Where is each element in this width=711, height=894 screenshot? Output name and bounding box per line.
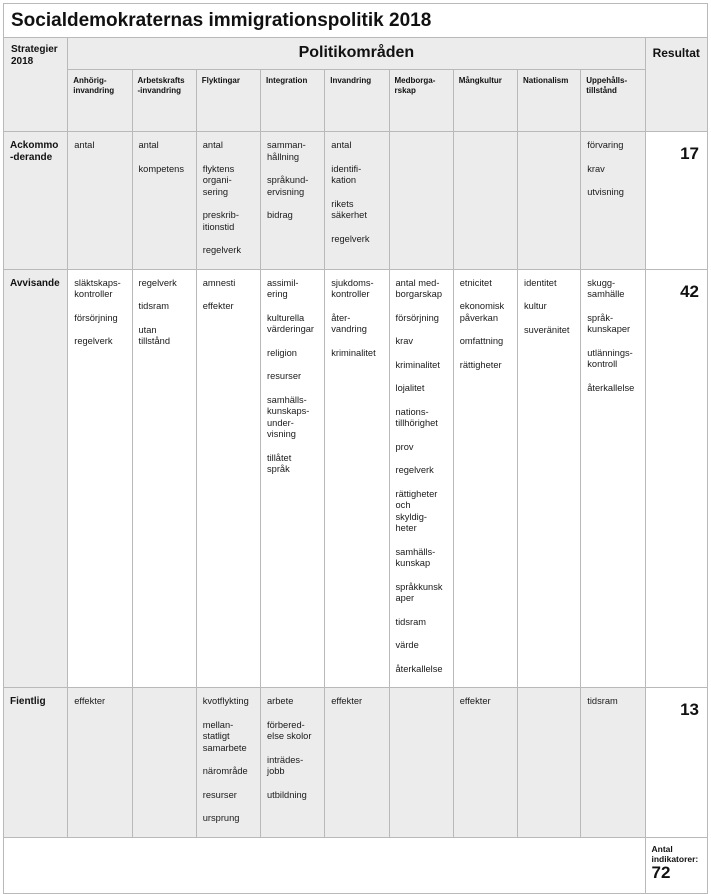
indicator-item: lojalitet (395, 383, 425, 393)
total-label: Antal indikatorer: (651, 843, 699, 864)
indicator-item: försörjning (395, 312, 439, 323)
indicator-item: samhälls- kunskap (395, 546, 436, 568)
indicator-item: samman- hållning (267, 140, 306, 162)
indicator-item: förvaring (587, 140, 624, 150)
policy-areas-header: Politikområden (68, 38, 645, 70)
indicator-cell (325, 132, 389, 270)
indicator-item: rättigheter (459, 359, 502, 370)
indicator-item: utlännings- kontroll (587, 347, 633, 369)
indicator-item: kriminalitet (331, 347, 376, 358)
indicator-item: rikets säkerhet (331, 198, 367, 220)
indicator-item: resurser (202, 789, 237, 800)
indicator-cell (389, 269, 453, 688)
indicator-cell (518, 688, 581, 838)
indicator-item: effekter (202, 301, 234, 311)
indicator-cell (581, 132, 645, 270)
indicator-cell (132, 132, 196, 270)
area-header-2: Flyktingar (196, 70, 260, 132)
indicator-item: assimil- ering (267, 277, 299, 299)
area-header-7: Nationalism (518, 70, 581, 132)
indicator-cell (132, 269, 196, 688)
indicator-item: åter- vandring (331, 312, 367, 334)
row-result: 42 (645, 269, 708, 688)
indicator-item: bidrag (267, 210, 293, 220)
indicator-item: kvotflykting (202, 696, 249, 706)
area-header-0: Anhörig- invandring (68, 70, 132, 132)
indicator-item: suveränitet (524, 324, 570, 335)
indicator-item: sjukdoms- kontroller (331, 277, 374, 299)
indicator-cell (453, 132, 517, 270)
indicator-item: religion (267, 347, 297, 358)
area-header-row (4, 70, 708, 132)
indicator-cell (132, 688, 196, 838)
indicator-cell (68, 269, 132, 688)
indicator-item: ursprung (202, 813, 240, 823)
indicator-item: effekter (331, 696, 363, 706)
indicator-cell (196, 269, 260, 688)
indicator-item: antal (331, 140, 352, 150)
area-header-8: Uppehålls- tillstånd (581, 70, 645, 132)
indicator-item: kulturella värderingar (267, 312, 315, 334)
area-header-3: Integration (261, 70, 325, 132)
indicator-item: inträdes- jobb (267, 754, 304, 776)
indicator-item: tidsram (395, 616, 426, 627)
indicator-item: regelverk (202, 245, 241, 255)
area-header-1: Arbetskrafts -invandring (132, 70, 196, 132)
indicator-item: tillåtet språk (267, 452, 292, 474)
indicator-item: återkallelse (587, 382, 635, 393)
indicator-item: preskrib- itionstid (202, 210, 239, 232)
indicator-item: återkallelse (395, 663, 443, 674)
area-header-6: Mångkultur (453, 70, 517, 132)
indicator-cell (325, 688, 389, 838)
indicator-cell (68, 132, 132, 270)
indicator-item: närområde (202, 766, 248, 776)
indicator-item: krav (587, 163, 605, 174)
indicator-cell (518, 269, 581, 688)
indicator-cell (518, 132, 581, 270)
row-result: 17 (645, 132, 708, 270)
strategy-row (4, 132, 708, 270)
indicator-cell (196, 688, 260, 838)
row-label: Ackommo -derande (4, 132, 68, 270)
indicator-item: tidsram (587, 696, 618, 706)
indicator-item: identitet (524, 277, 557, 288)
indicator-cell (325, 269, 389, 688)
indicator-item: språkkunsk aper (395, 581, 443, 603)
indicator-cell (581, 269, 645, 688)
indicator-item: flyktens organi- sering (202, 163, 235, 197)
footer-blank (4, 837, 646, 893)
indicator-item: regelverk (74, 336, 113, 346)
indicator-item: försörjning (74, 312, 118, 323)
total-indicators (645, 837, 708, 893)
indicator-item: utbildning (267, 789, 307, 800)
row-label: Fientlig (4, 688, 68, 838)
indicator-item: effekter (459, 696, 491, 706)
indicator-item: antal (202, 140, 223, 150)
indicator-item: resurser (267, 371, 302, 381)
indicator-item: samhälls- kunskaps- under- visning (267, 394, 310, 439)
row-label: Avvisande (4, 269, 68, 688)
indicator-item: nations- tillhörighet (395, 406, 438, 428)
indicator-item: effekter (74, 696, 106, 706)
indicator-item: kompetens (138, 163, 184, 174)
indicator-cell (261, 688, 325, 838)
indicator-item: skugg- samhälle (587, 277, 625, 299)
indicator-item: identifi- kation (331, 163, 362, 185)
area-header-4: Invandring (325, 70, 389, 132)
total-value: 72 (651, 862, 671, 882)
strategy-row (4, 688, 708, 838)
row-result: 13 (645, 688, 708, 838)
indicator-cell (196, 132, 260, 270)
indicator-item: antal (74, 140, 95, 150)
indicator-item: arbete (267, 696, 294, 706)
indicator-cell (581, 688, 645, 838)
indicator-item: förbered- else skolor (267, 719, 312, 741)
indicator-item: regelverk (395, 465, 434, 475)
indicator-item: regelverk (331, 233, 370, 244)
indicator-item: ekonomisk påverkan (459, 301, 505, 323)
indicator-item: omfattning (459, 336, 504, 346)
result-header: Resultat (645, 38, 708, 132)
policy-table (3, 3, 708, 894)
indicator-item: krav (395, 336, 414, 346)
indicator-item: mellan- statligt samarbete (202, 719, 247, 753)
indicator-item: prov (395, 441, 414, 452)
indicator-item: språkund- ervisning (267, 175, 309, 197)
indicator-item: amnesti (202, 277, 236, 288)
page-title: Socialdemokraternas immigrationspolitik 2018 (4, 4, 708, 38)
indicator-item: kriminalitet (395, 359, 440, 370)
indicator-item: antal med- borgarskap (395, 277, 443, 299)
indicator-cell (389, 688, 453, 838)
indicator-item: släktskaps- kontroller (74, 277, 121, 299)
indicator-item: regelverk (138, 277, 177, 288)
indicator-item: utvisning (587, 187, 624, 197)
footer-row (4, 837, 708, 893)
indicator-cell (261, 269, 325, 688)
indicator-cell (389, 132, 453, 270)
indicator-item: kultur (524, 301, 547, 311)
indicator-cell (68, 688, 132, 838)
indicator-item: tidsram (138, 301, 169, 311)
indicator-item: värde (395, 640, 419, 650)
strategy-row (4, 269, 708, 688)
indicator-item: rättigheter och skyldig- heter (395, 488, 438, 533)
indicator-item: antal (138, 140, 159, 150)
indicator-cell (453, 269, 517, 688)
indicator-item: språk- kunskaper (587, 312, 631, 334)
indicator-item: utan tillstånd (138, 324, 171, 346)
area-header-5: Medborga- rskap (389, 70, 453, 132)
strategy-header: Strategier 2018 (4, 38, 68, 132)
indicator-cell (453, 688, 517, 838)
indicator-cell (261, 132, 325, 270)
indicator-item: etnicitet (459, 277, 492, 288)
